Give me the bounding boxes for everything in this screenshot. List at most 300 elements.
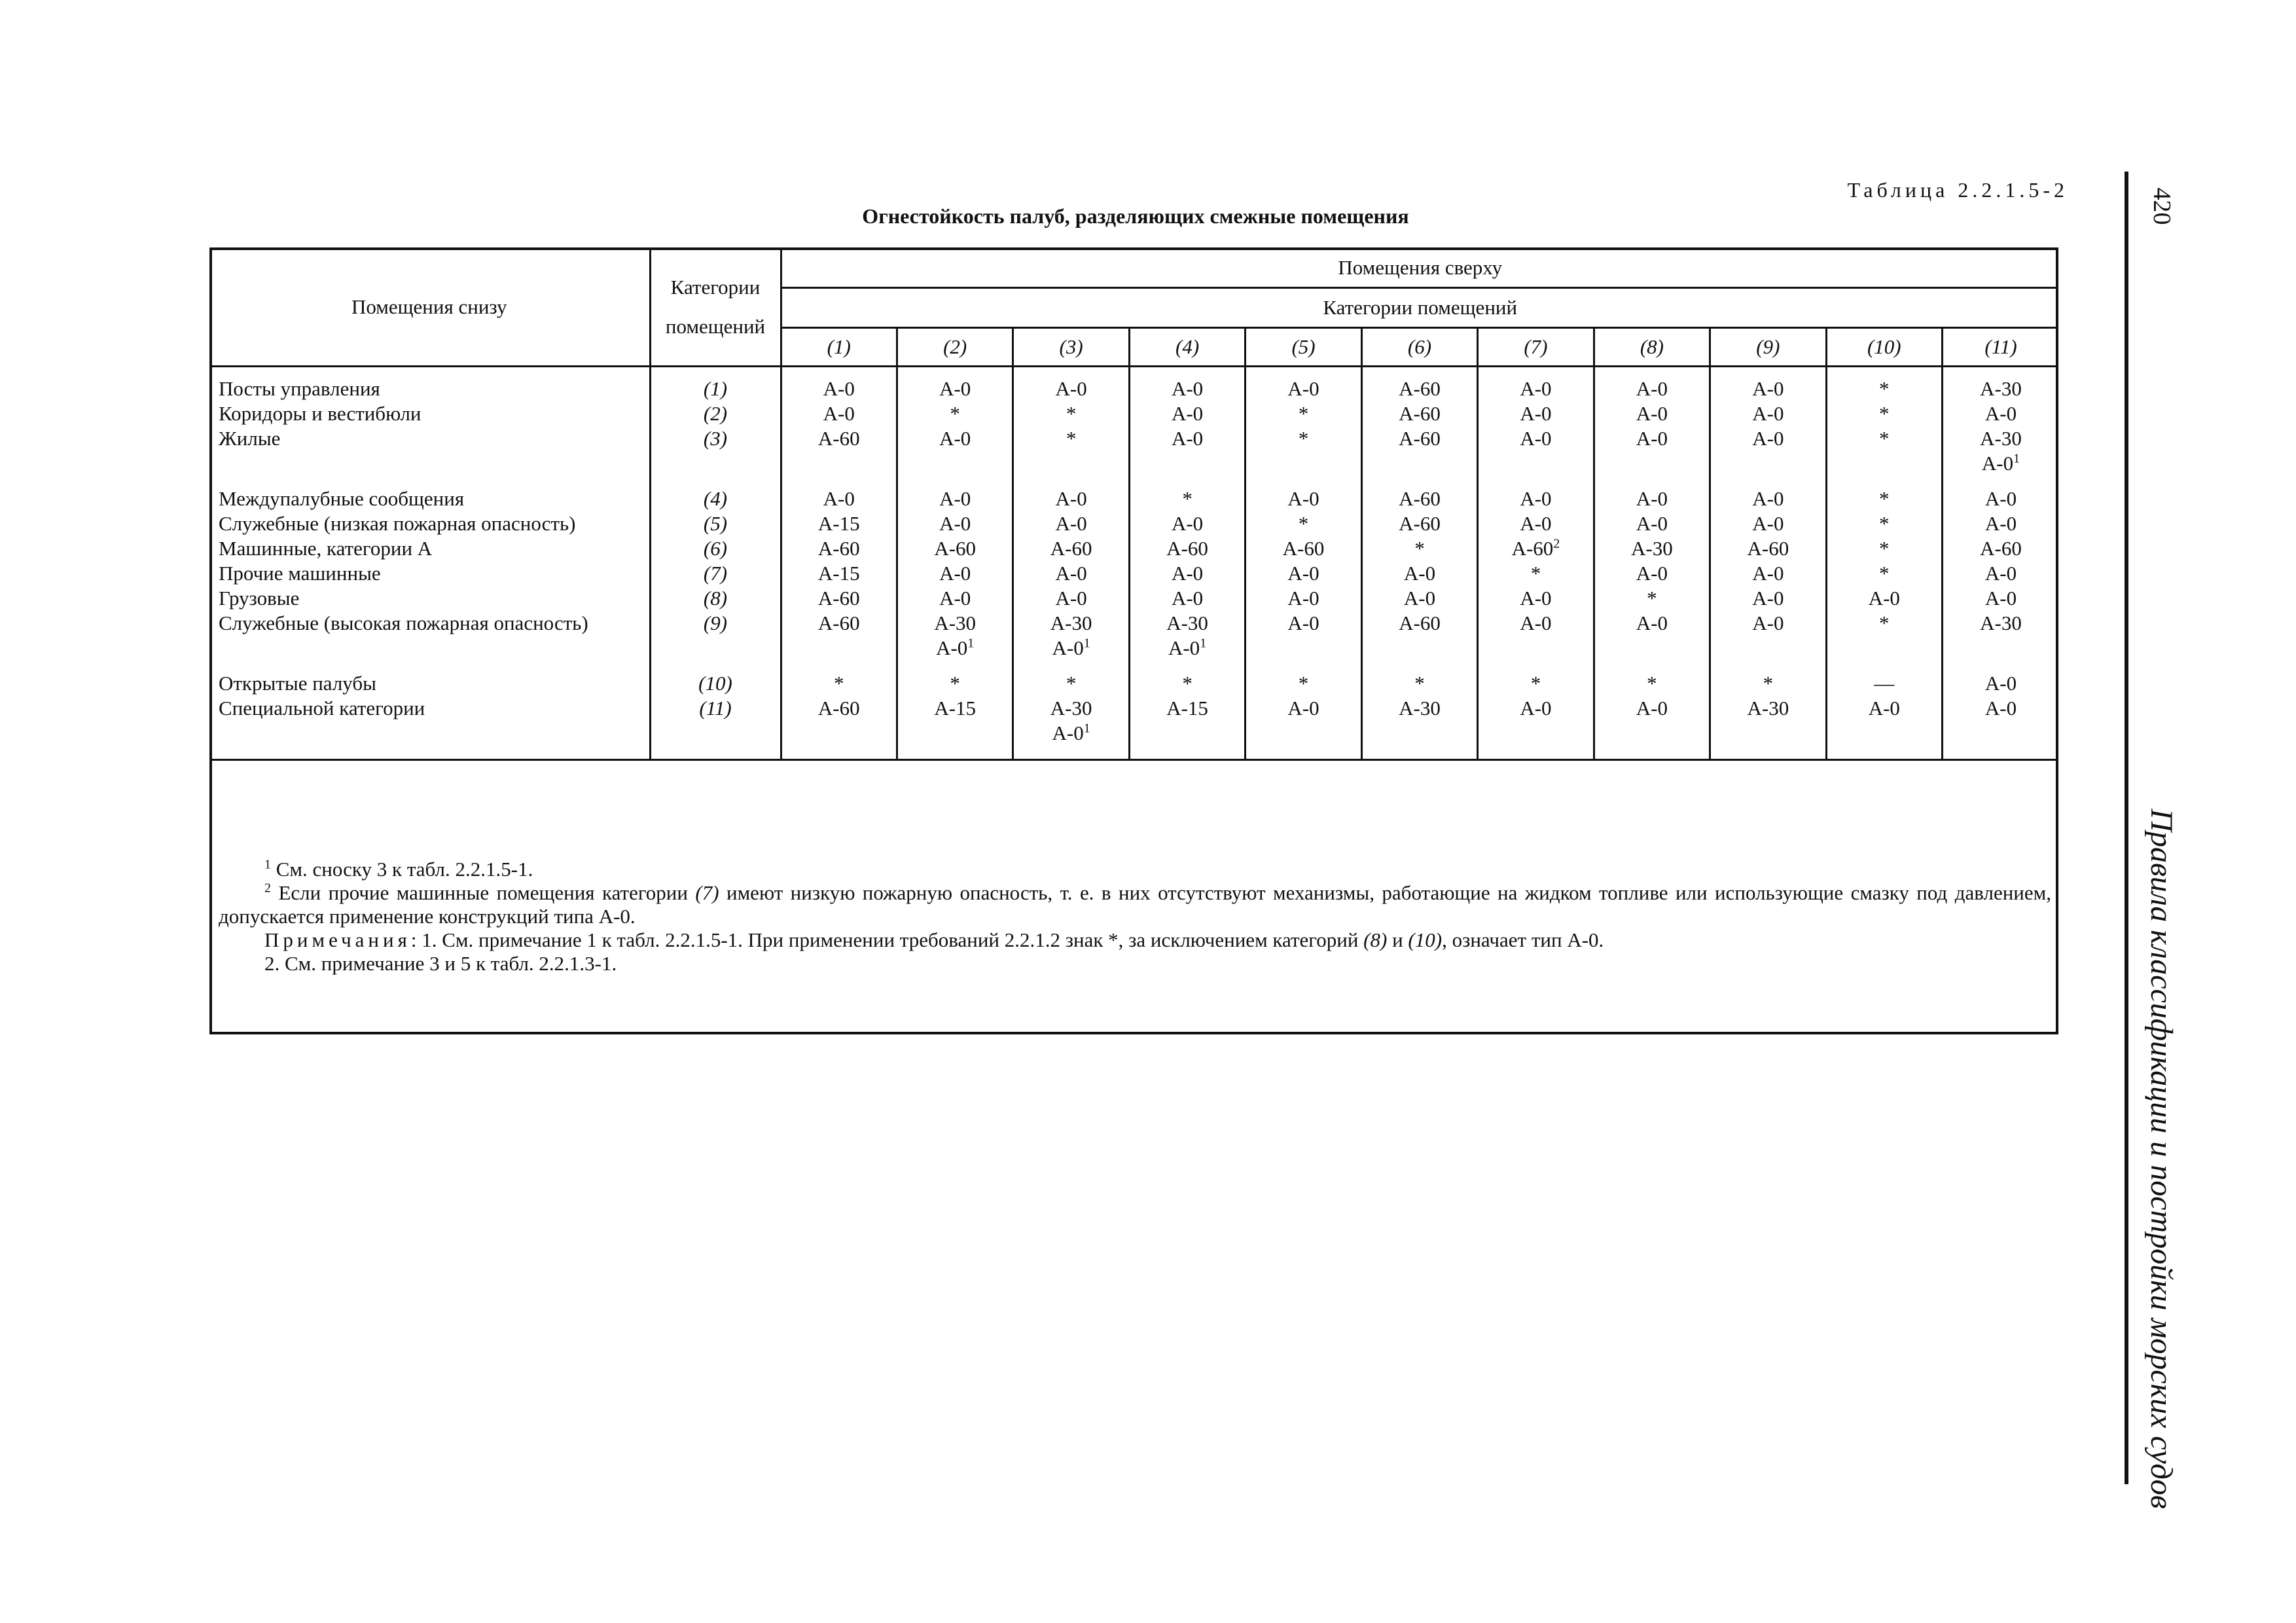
- fire-rating-cell: [897, 486, 1013, 511]
- fire-rating-cell: [897, 611, 1013, 661]
- rating-value: А-0: [1171, 401, 1204, 425]
- footnote-2-text-a: Если прочие машинные помещения категории: [278, 881, 696, 904]
- row-room-name: Служебные (высокая пожарная опасность): [219, 611, 588, 634]
- fire-rating-cell: [781, 511, 897, 536]
- side-rule: [2125, 172, 2128, 1484]
- fire-rating-cell: [781, 671, 897, 696]
- fire-rating-cell: [1943, 611, 2058, 661]
- fire-rating-cell: [1594, 486, 1710, 511]
- fire-rating-cell: [1013, 586, 1129, 611]
- rating-value: А-30: [1747, 696, 1789, 720]
- rating-value: А-0: [1752, 611, 1784, 634]
- fire-rating-cell: [1594, 696, 1710, 746]
- fire-rating-cell: [1246, 536, 1361, 561]
- fire-rating-cell: [1013, 696, 1129, 746]
- rating-value: А-0: [939, 376, 971, 400]
- fire-rating-cell: [1594, 366, 1710, 401]
- rating-value: А-0: [1171, 426, 1204, 450]
- rating-value: А-30: [1631, 536, 1673, 560]
- fire-rating-cell: [781, 696, 897, 746]
- fire-rating-cell: [1594, 586, 1710, 611]
- fire-rating-cell: [1129, 401, 1245, 426]
- rating-value: А-0: [1636, 696, 1668, 720]
- fire-rating-cell: [897, 561, 1013, 586]
- fire-rating-cell: [781, 611, 897, 661]
- fire-rating-cell: [1246, 486, 1361, 511]
- rating-value: А-30: [1050, 696, 1092, 720]
- remark-1-cat10: (10): [1408, 928, 1443, 951]
- fire-rating-cell: [1710, 611, 1826, 661]
- fire-rating-cell: [1710, 486, 1826, 511]
- fire-rating-cell: [897, 536, 1013, 561]
- rating-value: А-60: [934, 536, 977, 560]
- rating-value: А-0: [939, 511, 971, 535]
- row-category: (4): [650, 486, 781, 511]
- rating-value: А-0: [1984, 696, 2017, 720]
- fire-rating-cell: [1710, 561, 1826, 586]
- row-category: (2): [650, 401, 781, 426]
- fire-rating-cell: [1013, 671, 1129, 696]
- footnote-ref: 2: [1553, 536, 1560, 551]
- column-number: (5): [1246, 327, 1361, 366]
- rating-value: А-0: [1520, 426, 1552, 450]
- fire-rating-cell: [1361, 486, 1477, 511]
- fire-rating-cell: [897, 671, 1013, 696]
- rating-value: А-60: [817, 611, 860, 634]
- rating-value: А-0: [1752, 561, 1784, 585]
- rating-value: А-60: [817, 586, 860, 610]
- rating-value: *: [1182, 486, 1193, 510]
- rating-value: *: [1414, 671, 1425, 695]
- row-category: (11): [650, 696, 781, 746]
- fire-rating-cell: [1129, 536, 1245, 561]
- fire-rating-cell: [1826, 511, 1942, 536]
- rating-value: А-0: [939, 486, 971, 510]
- fire-rating-cell: [1594, 611, 1710, 661]
- row-category: (9): [650, 611, 781, 661]
- rating-value: А-0: [1287, 586, 1319, 610]
- rating-value: А-0: [1752, 401, 1784, 425]
- fire-rating-cell: [1246, 561, 1361, 586]
- fire-rating-cell: [897, 426, 1013, 476]
- fire-rating-cell: [1129, 366, 1245, 401]
- rating-value: А-60: [817, 426, 860, 450]
- remark-1-text-a: : 1. См. примечание 1 к табл. 2.2.1.5-1. При применении требований 2.2.1.2 знак *, за исключением категорий: [410, 928, 1364, 951]
- footnote-ref: 1: [967, 636, 975, 651]
- rating-value: А-60: [1511, 536, 1554, 560]
- rating-value: А-0: [1984, 511, 2017, 535]
- column-number: (10): [1826, 327, 1942, 366]
- rating-value: А-60: [1166, 536, 1208, 560]
- rating-value: А-0: [1520, 696, 1552, 720]
- fire-rating-cell: [781, 426, 897, 476]
- footnotes: [219, 858, 2051, 976]
- rating-value: А-0: [1055, 561, 1087, 585]
- rating-value: А-0: [823, 401, 855, 425]
- fire-rating-cell: [1129, 611, 1245, 661]
- rating-value: А-0: [1520, 486, 1552, 510]
- fire-rating-cell: [1826, 486, 1942, 511]
- rating-value: А-0: [1055, 586, 1087, 610]
- fire-rating-cell: [1361, 561, 1477, 586]
- fire-rating-cell: [1013, 611, 1129, 661]
- rating-value: А-0: [1520, 586, 1552, 610]
- row-room-name: Посты управления: [219, 376, 380, 400]
- rating-value: А-0: [1984, 561, 2017, 585]
- rating-value: А-0: [1984, 486, 2017, 510]
- footnote-ref: 1: [1083, 636, 1090, 651]
- fire-rating-cell: [781, 536, 897, 561]
- fire-rating-cell: [1246, 611, 1361, 661]
- table-row: [209, 536, 2058, 561]
- row-category: (7): [650, 561, 781, 586]
- fire-rating-cell: [897, 696, 1013, 746]
- column-number: (7): [1478, 327, 1594, 366]
- fire-rating-cell: [1594, 401, 1710, 426]
- rating-value: А-0: [1752, 586, 1784, 610]
- remark-1-cat8: (8): [1363, 928, 1388, 951]
- rating-value: А-60: [1399, 511, 1441, 535]
- rating-value: А-0: [1636, 376, 1668, 400]
- rating-alt-value: А-0: [1981, 451, 2014, 475]
- rating-value: *: [1414, 536, 1425, 560]
- fire-rating-cell: [1361, 426, 1477, 476]
- rating-value: А-60: [1399, 401, 1441, 425]
- fire-rating-cell: [1129, 486, 1245, 511]
- fire-rating-cell: [1943, 366, 2058, 401]
- row-spacer: [209, 661, 2058, 671]
- fire-rating-cell: [1361, 511, 1477, 536]
- rating-value: *: [1298, 511, 1309, 535]
- fire-rating-cell: [1478, 611, 1594, 661]
- rating-value: —: [1874, 671, 1895, 695]
- header-categories-label: Категории помещений: [665, 276, 766, 338]
- rating-value: А-0: [1636, 486, 1668, 510]
- row-room-name: Прочие машинные: [219, 561, 381, 585]
- fire-rating-cell: [1943, 486, 2058, 511]
- fire-rating-cell: [1943, 401, 2058, 426]
- rating-value: А-30: [934, 611, 977, 634]
- rating-value: А-0: [1055, 376, 1087, 400]
- rating-value: *: [1298, 401, 1309, 425]
- fire-rating-cell: [1361, 536, 1477, 561]
- fire-rating-cell: [1594, 511, 1710, 536]
- table-title: Огнестойкость палуб, разделяющих смежные помещения: [862, 204, 1409, 228]
- fire-rating-cell: [1013, 426, 1129, 476]
- column-number: (6): [1361, 327, 1477, 366]
- fire-rating-cell: [1710, 401, 1826, 426]
- rating-value: А-0: [1287, 376, 1319, 400]
- table-row: [209, 671, 2058, 696]
- rating-value: А-0: [1403, 586, 1436, 610]
- rating-value: А-0: [1171, 561, 1204, 585]
- fire-rating-cell: [1013, 561, 1129, 586]
- rating-value: А-60: [1050, 536, 1092, 560]
- rating-value: *: [1879, 376, 1890, 400]
- column-number: (2): [897, 327, 1013, 366]
- rating-value: А-0: [1171, 376, 1204, 400]
- rating-value: *: [1879, 426, 1890, 450]
- fire-rating-cell: [781, 401, 897, 426]
- fire-rating-cell: [897, 366, 1013, 401]
- fire-rating-cell: [1478, 536, 1594, 561]
- table-label: Таблица 2.2.1.5-2: [1847, 178, 2068, 202]
- fire-rating-cell: [1013, 536, 1129, 561]
- rating-value: А-0: [1287, 696, 1319, 720]
- rating-value: А-0: [1171, 586, 1204, 610]
- fire-rating-cell: [897, 401, 1013, 426]
- fire-rating-cell: [1129, 561, 1245, 586]
- table-row: [209, 366, 2058, 401]
- rating-value: *: [1647, 586, 1657, 610]
- rating-value: *: [1879, 486, 1890, 510]
- fire-rating-cell: [1826, 366, 1942, 401]
- fire-rating-cell: [1710, 536, 1826, 561]
- fire-rating-cell: [897, 586, 1013, 611]
- fire-rating-cell: [1826, 586, 1942, 611]
- row-spacer: [209, 476, 2058, 486]
- row-room-name: Специальной категории: [219, 696, 425, 720]
- rating-value: А-60: [1399, 611, 1441, 634]
- rating-value: А-60: [1399, 376, 1441, 400]
- rating-value: А-0: [1520, 401, 1552, 425]
- fire-rating-cell: [1943, 561, 2058, 586]
- column-number: (4): [1129, 327, 1245, 366]
- rating-value: А-60: [1282, 536, 1325, 560]
- rating-value: А-0: [1520, 611, 1552, 634]
- rating-value: А-60: [817, 696, 860, 720]
- rating-value: А-60: [1399, 486, 1441, 510]
- fire-rating-cell: [1943, 426, 2058, 476]
- rating-value: *: [1298, 671, 1309, 695]
- rating-value: А-0: [1752, 511, 1784, 535]
- footnote-1-mark: 1: [264, 857, 271, 872]
- footnote-ref: 1: [1083, 721, 1090, 736]
- table-row: [209, 486, 2058, 511]
- rating-value: А-0: [1868, 586, 1900, 610]
- footnote-ref: 1: [1200, 636, 1207, 651]
- fire-rating-cell: [1361, 671, 1477, 696]
- header-categories-above: Категории помещений: [781, 287, 2058, 327]
- rating-value: А-0: [1520, 511, 1552, 535]
- column-number: (8): [1594, 327, 1710, 366]
- rating-value: А-0: [1636, 611, 1668, 634]
- fire-rating-cell: [1013, 511, 1129, 536]
- fire-rating-cell: [1826, 426, 1942, 476]
- rating-value: *: [1182, 671, 1193, 695]
- fire-rating-cell: [1826, 536, 1942, 561]
- fire-resistance-table: [209, 247, 2058, 761]
- fire-rating-cell: [1129, 426, 1245, 476]
- rating-value: А-0: [939, 586, 971, 610]
- fire-rating-cell: [1478, 561, 1594, 586]
- rating-value: А-60: [1980, 536, 2022, 560]
- fire-rating-cell: [1361, 696, 1477, 746]
- table-row: [209, 511, 2058, 536]
- fire-rating-cell: [1594, 426, 1710, 476]
- fire-rating-cell: [1246, 696, 1361, 746]
- row-category: (1): [650, 366, 781, 401]
- fire-rating-cell: [1710, 366, 1826, 401]
- fire-rating-cell: [1478, 486, 1594, 511]
- header-categories: [650, 249, 781, 367]
- rating-value: А-0: [823, 486, 855, 510]
- rating-value: А-30: [1166, 611, 1208, 634]
- rating-value: *: [1879, 561, 1890, 585]
- fire-rating-cell: [1246, 511, 1361, 536]
- table-row: [209, 586, 2058, 611]
- rating-alt-value: А-0: [936, 636, 968, 659]
- row-room-name: Коридоры и вестибюли: [219, 401, 422, 425]
- rating-value: А-0: [823, 376, 855, 400]
- rating-value: *: [1879, 401, 1890, 425]
- rating-value: А-30: [1050, 611, 1092, 634]
- fire-rating-cell: [1013, 366, 1129, 401]
- fire-rating-cell: [1943, 696, 2058, 746]
- row-room-name: Открытые палубы: [219, 671, 376, 695]
- rating-value: А-0: [1984, 671, 2017, 695]
- rating-value: *: [1647, 671, 1657, 695]
- table-row: [209, 426, 2058, 476]
- column-number: (3): [1013, 327, 1129, 366]
- rating-value: А-0: [1520, 376, 1552, 400]
- rating-value: А-0: [1636, 561, 1668, 585]
- fire-rating-cell: [1129, 671, 1245, 696]
- rating-value: *: [1066, 401, 1077, 425]
- header-rooms-below: Помещения снизу: [209, 249, 650, 367]
- rating-value: *: [1879, 536, 1890, 560]
- fire-rating-cell: [1826, 561, 1942, 586]
- fire-rating-cell: [1826, 611, 1942, 661]
- row-category: (6): [650, 536, 781, 561]
- footnote-ref: 1: [2013, 451, 2020, 466]
- footnote-2-mark: 2: [264, 881, 271, 896]
- table-row: [209, 401, 2058, 426]
- rating-value: А-0: [1287, 611, 1319, 634]
- rating-value: А-60: [1747, 536, 1789, 560]
- running-title: Правила классификации и постройки морских судов: [2144, 809, 2179, 1509]
- fire-rating-cell: [1943, 536, 2058, 561]
- fire-rating-cell: [1246, 671, 1361, 696]
- rating-value: А-0: [1752, 376, 1784, 400]
- rating-value: А-0: [939, 426, 971, 450]
- page-number: 420: [2148, 187, 2176, 225]
- rating-value: А-0: [1287, 486, 1319, 510]
- fire-rating-cell: [1710, 426, 1826, 476]
- rating-value: А-15: [934, 696, 977, 720]
- rating-value: *: [1530, 671, 1541, 695]
- fire-rating-cell: [1246, 586, 1361, 611]
- row-category: (3): [650, 426, 781, 476]
- fire-rating-cell: [781, 586, 897, 611]
- rating-value: А-60: [817, 536, 860, 560]
- fire-rating-cell: [1478, 586, 1594, 611]
- rating-alt-value: А-0: [1052, 636, 1084, 659]
- fire-rating-cell: [1478, 401, 1594, 426]
- rating-value: А-0: [1171, 511, 1204, 535]
- rating-value: *: [1298, 426, 1309, 450]
- fire-rating-cell: [1478, 366, 1594, 401]
- table-row: [209, 611, 2058, 661]
- fire-rating-cell: [1361, 366, 1477, 401]
- fire-rating-cell: [1478, 511, 1594, 536]
- fire-rating-cell: [1013, 486, 1129, 511]
- rating-value: А-0: [1055, 486, 1087, 510]
- table-bottom-rule: [209, 756, 2058, 760]
- row-room-name: Жилые: [219, 426, 281, 450]
- rating-value: *: [1066, 671, 1077, 695]
- row-room-name: Машинные, категории А: [219, 536, 433, 560]
- rating-value: *: [833, 671, 844, 695]
- fire-rating-cell: [1361, 611, 1477, 661]
- rating-value: А-0: [1636, 511, 1668, 535]
- rating-value: А-0: [1752, 486, 1784, 510]
- rating-value: *: [1879, 611, 1890, 634]
- fire-rating-cell: [1129, 696, 1245, 746]
- rating-value: А-0: [1287, 561, 1319, 585]
- rating-value: *: [950, 401, 960, 425]
- rating-value: А-15: [817, 511, 860, 535]
- rating-value: А-30: [1399, 696, 1441, 720]
- fire-rating-cell: [1478, 696, 1594, 746]
- remark-2: 2. См. примечание 3 и 5 к табл. 2.2.1.3-1.: [264, 952, 617, 975]
- fire-rating-cell: [781, 561, 897, 586]
- row-category: (10): [650, 671, 781, 696]
- rating-value: А-0: [1636, 426, 1668, 450]
- header-rooms-above: Помещения сверху: [781, 249, 2058, 288]
- rating-value: *: [1879, 511, 1890, 535]
- column-number: (1): [781, 327, 897, 366]
- remarks-label: Примечания: [264, 928, 411, 951]
- fire-rating-cell: [1246, 366, 1361, 401]
- fire-rating-cell: [1943, 511, 2058, 536]
- fire-rating-cell: [1710, 511, 1826, 536]
- fire-rating-cell: [1594, 536, 1710, 561]
- rating-value: А-0: [939, 561, 971, 585]
- footnote-1-text: См. сноску 3 к табл. 2.2.1.5-1.: [276, 858, 533, 881]
- rating-value: А-30: [1980, 426, 2022, 450]
- fire-rating-cell: [781, 366, 897, 401]
- fire-rating-cell: [1826, 401, 1942, 426]
- rating-value: А-0: [1055, 511, 1087, 535]
- rating-value: А-60: [1399, 426, 1441, 450]
- rating-value: А-15: [1166, 696, 1208, 720]
- remark-1-and: и: [1387, 928, 1408, 951]
- fire-rating-cell: [1246, 401, 1361, 426]
- fire-rating-cell: [1826, 696, 1942, 746]
- rating-value: А-0: [1984, 401, 2017, 425]
- remark-1: [219, 928, 2051, 952]
- row-room-name: Грузовые: [219, 586, 300, 610]
- rating-value: А-30: [1980, 611, 2022, 634]
- fire-rating-cell: [1478, 426, 1594, 476]
- rating-alt-value: А-0: [1052, 721, 1084, 744]
- table-row: [209, 696, 2058, 746]
- fire-rating-cell: [1129, 586, 1245, 611]
- fire-rating-cell: [1129, 511, 1245, 536]
- rating-value: А-0: [1984, 586, 2017, 610]
- fire-rating-cell: [1594, 671, 1710, 696]
- rating-value: А-0: [1636, 401, 1668, 425]
- rating-value: А-0: [1752, 426, 1784, 450]
- rating-value: *: [1763, 671, 1774, 695]
- fire-rating-cell: [1943, 586, 2058, 611]
- footnote-2-text-b: имеют низкую пожарную опасность, т. е. в них отсутствуют механизмы, работающие на жидком топливе или использующие смазку под давлением, допускается применение конструкций типа А-0.: [219, 881, 2052, 928]
- fire-rating-cell: [1710, 586, 1826, 611]
- remark-1-text-b: , означает тип А-0.: [1442, 928, 1604, 951]
- rating-value: *: [1066, 426, 1077, 450]
- fire-rating-cell: [1594, 561, 1710, 586]
